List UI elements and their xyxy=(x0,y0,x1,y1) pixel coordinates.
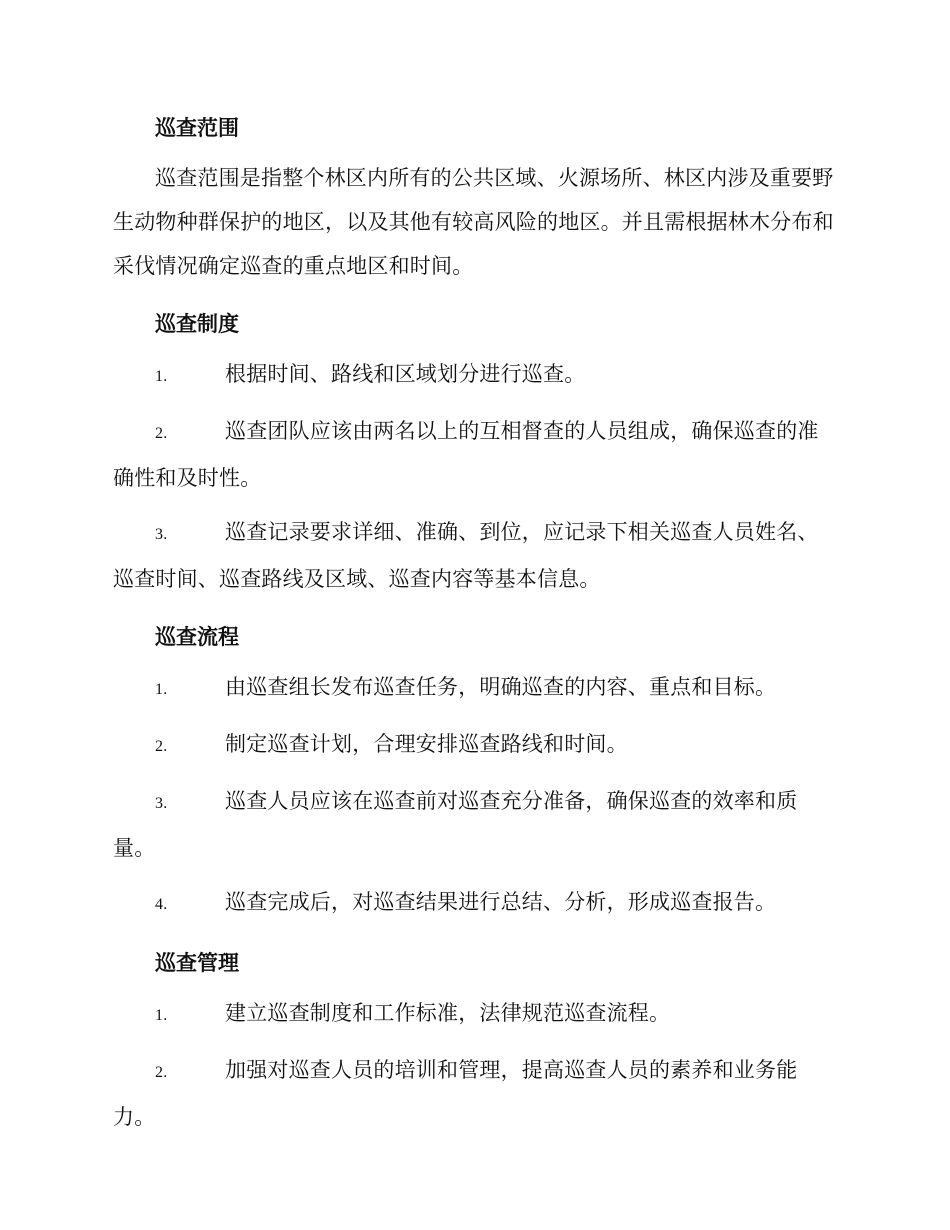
list-number: 2. xyxy=(155,738,168,755)
list-item xyxy=(113,722,835,769)
list-item xyxy=(113,880,835,927)
list-item xyxy=(113,779,835,870)
list-text: 由巡查组长发布巡查任务，明确巡查的内容、重点和目标。 xyxy=(225,675,777,699)
section-paragraph-scope: 巡查范围是指整个林区内所有的公共区域、火源场所、林区内涉及重要野生动物种群保护的地区，以及其他有较高风险的地区。并且需根据林木分布和采伐情况确定巡查的重点地区和时间。 xyxy=(113,166,834,278)
section-heading-management: 巡查管理 xyxy=(155,950,239,975)
list-text: 建立巡查制度和工作标准，法律规范巡查流程。 xyxy=(225,1001,671,1025)
document-body xyxy=(113,110,835,1139)
list-number: 1. xyxy=(155,368,168,385)
section-heading-process: 巡查流程 xyxy=(155,624,239,649)
section-heading-scope: 巡查范围 xyxy=(155,115,239,140)
section-heading-system: 巡查制度 xyxy=(155,311,239,336)
list-number: 4. xyxy=(155,896,168,913)
list-item xyxy=(113,352,835,399)
list-text: 根据时间、路线和区域划分进行巡查。 xyxy=(225,362,586,386)
list-number: 1. xyxy=(155,1007,168,1024)
list-number: 3. xyxy=(155,526,168,543)
list-text: 巡查人员应该在巡查前对巡查充分准备，确保巡查的效率和质量。 xyxy=(113,789,798,860)
list-text: 巡查团队应该由两名以上的互相督查的人员组成，确保巡查的准确性和及时性。 xyxy=(113,419,819,490)
list-text: 制定巡查计划，合理安排巡查路线和时间。 xyxy=(225,732,628,756)
list-item xyxy=(113,991,835,1038)
list-item xyxy=(113,510,835,601)
list-text: 巡查记录要求详细、准确、到位，应记录下相关巡查人员姓名、巡查时间、巡查路线及区域、巡查内容等基本信息。 xyxy=(113,520,819,591)
list-number: 3. xyxy=(155,795,168,812)
list-number: 1. xyxy=(155,681,168,698)
list-text: 加强对巡查人员的培训和管理，提高巡查人员的素养和业务能力。 xyxy=(113,1058,798,1129)
list-item xyxy=(113,665,835,712)
list-number: 2. xyxy=(155,425,168,442)
list-item xyxy=(113,1048,835,1139)
list-number: 2. xyxy=(155,1064,168,1081)
list-item xyxy=(113,409,835,500)
list-text: 巡查完成后，对巡查结果进行总结、分析，形成巡查报告。 xyxy=(225,890,777,914)
